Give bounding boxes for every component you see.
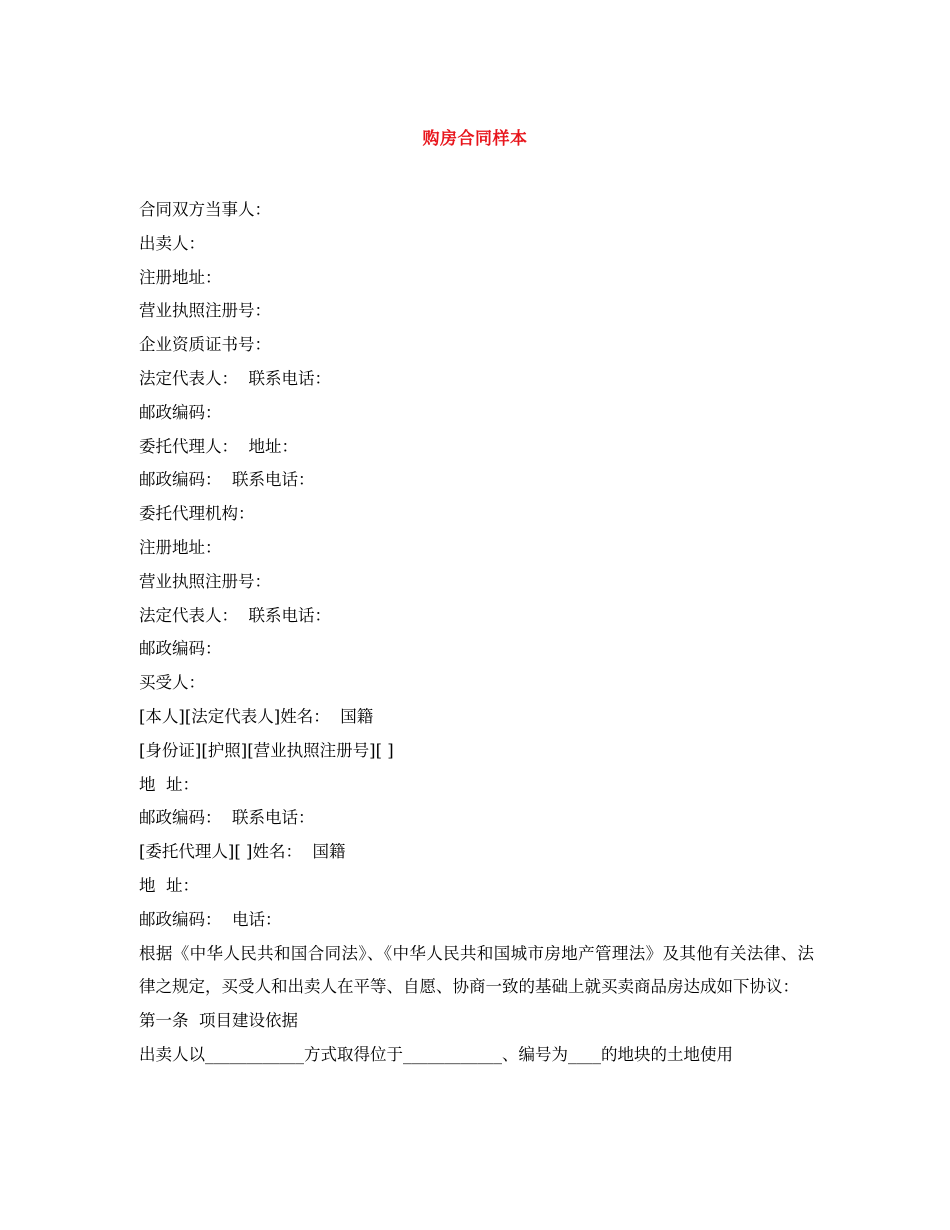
seller-license-number: 营业执照注册号：	[139, 301, 271, 321]
seller-qualification-number: 企业资质证书号：	[139, 335, 271, 355]
seller-agent-postal-code: 邮政编码： 联系电话：	[139, 470, 315, 490]
seller-postal-code: 邮政编码：	[139, 402, 222, 422]
document-title: 购房合同样本	[422, 129, 528, 149]
parties-heading: 合同双方当事人：	[139, 200, 271, 219]
buyer-name: [本人][法定代表人]姓名： 国籍	[139, 706, 374, 726]
buyer-agent-address: 地 址：	[139, 875, 199, 895]
agency-license-number: 营业执照注册号：	[139, 571, 271, 591]
article-one-text: 出卖人以____________方式取得位于____________、编号为____的地块的土地使用	[139, 1044, 733, 1064]
buyer-agent-name: [委托代理人][ ]姓名： 国籍	[139, 842, 346, 862]
agency-registered-address: 注册地址：	[139, 537, 222, 557]
agency-postal-code: 邮政编码：	[139, 639, 222, 659]
buyer-label: 买受人：	[139, 673, 205, 693]
article-one-heading: 第一条 项目建设依据	[139, 1011, 298, 1031]
buyer-address: 地 址：	[139, 774, 199, 794]
seller-legal-representative: 法定代表人： 联系电话：	[139, 368, 331, 388]
document-body	[139, 193, 814, 1072]
buyer-id-type: [身份证][护照][营业执照注册号][ ]	[139, 740, 394, 760]
seller-label: 出卖人：	[139, 233, 205, 253]
agency-legal-representative: 法定代表人： 联系电话：	[139, 605, 331, 625]
buyer-agent-postal-code: 邮政编码： 电话：	[139, 909, 282, 929]
seller-registered-address: 注册地址：	[139, 267, 222, 287]
seller-agent: 委托代理人： 地址：	[139, 436, 298, 456]
buyer-postal-code: 邮政编码： 联系电话：	[139, 808, 315, 828]
agreement-preamble: 根据《中华人民共和国合同法》、《中华人民共和国城市房地产管理法》及其他有关法律、法律之规定，买受人和出卖人在平等、自愿、协商一致的基础上就买卖商品房达成如下协议：	[139, 943, 814, 997]
agency-label: 委托代理机构：	[139, 504, 255, 524]
